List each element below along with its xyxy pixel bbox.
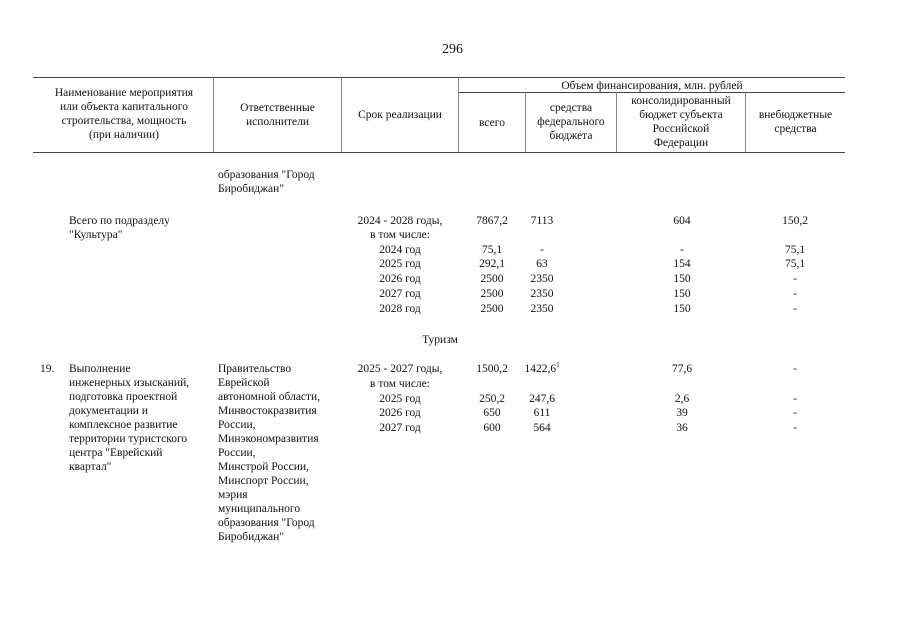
year-regional: 150	[673, 273, 691, 285]
year-label: 2025 год	[379, 258, 421, 270]
culture-total-period: 2024 - 2028 годы,	[357, 215, 443, 227]
year-regional: 154	[673, 258, 691, 270]
year-offbudget: -	[793, 303, 797, 315]
year-label: 2025 год	[379, 393, 421, 405]
culture-total-sum: 7867,2	[476, 215, 508, 227]
year-offbudget: -	[793, 393, 797, 405]
year-label: 2028 год	[379, 303, 421, 315]
year-total: 292,1	[479, 258, 505, 270]
culture-total-regional: 604	[673, 215, 691, 227]
year-total: 600	[483, 422, 501, 434]
year-total: 250,2	[479, 393, 505, 405]
header-offbudget: внебюджетные средства	[758, 109, 833, 135]
year-federal: 564	[533, 422, 551, 434]
header-event-name: Наименование мероприятия или объекта капитального строительства, мощность (при наличии)	[54, 87, 194, 141]
year-regional: 2,6	[674, 393, 690, 405]
year-total: 75,1	[481, 244, 503, 256]
year-offbudget: -	[793, 422, 797, 434]
item-period-sub: в том числе:	[370, 378, 430, 390]
item-period: 2025 - 2027 годы,	[357, 363, 443, 375]
year-federal: 2350	[530, 288, 554, 300]
item-name: Выполнение инженерных изысканий, подготовка проектной документации и комплексное развитие территории туристского центра "Еврейский квартал"	[69, 363, 190, 473]
year-regional: 150	[673, 303, 691, 315]
year-offbudget: -	[793, 288, 797, 300]
section-tourism-heading: Туризм	[422, 334, 458, 346]
year-federal: 63	[536, 258, 548, 270]
year-federal: 2350	[530, 273, 554, 285]
year-total: 2500	[480, 288, 504, 300]
header-period: Срок реализации	[358, 109, 442, 121]
year-federal: -	[540, 244, 544, 256]
year-regional: 39	[676, 407, 688, 419]
header-financing-group: Объем финансирования, млн. рублей	[561, 80, 743, 92]
continuation-responsible: образования "Город Биробиджан"	[218, 169, 315, 195]
culture-total-federal: 7113	[530, 215, 554, 227]
year-total: 2500	[480, 273, 504, 285]
culture-total-period-sub: в том числе:	[370, 229, 430, 241]
header-regional: консолидированный бюджет субъекта Российской Федерации	[631, 95, 731, 149]
year-federal: 247,6	[529, 393, 555, 405]
item-regional: 77,6	[671, 363, 693, 375]
year-offbudget: -	[793, 407, 797, 419]
item-federal-value: 1422,6	[524, 363, 557, 375]
year-offbudget: 75,1	[784, 258, 806, 270]
year-label: 2027 год	[379, 422, 421, 434]
year-total: 2500	[480, 303, 504, 315]
header-responsible: Ответственные исполнители	[240, 102, 315, 128]
table-top-border	[33, 77, 845, 78]
culture-total-offbudget: 150,2	[782, 215, 808, 227]
year-label: 2026 год	[379, 273, 421, 285]
item-federal	[492, 362, 592, 376]
year-offbudget: 75,1	[784, 244, 806, 256]
table-header-bottom-border	[33, 152, 845, 153]
culture-total-name: Всего по подразделу "Культура"	[69, 215, 170, 241]
year-regional: 150	[673, 288, 691, 300]
year-total: 650	[483, 407, 501, 419]
year-offbudget: -	[793, 273, 797, 285]
item-offbudget: -	[793, 363, 797, 375]
item-number: 19.	[40, 363, 55, 375]
year-regional: -	[680, 244, 684, 256]
year-label: 2024 год	[379, 244, 421, 256]
item-responsible: Правительство Еврейской автономной области, Минвостокразвития России, Минэкономразвития России, Минстрой России, Минспорт России, мэрия муниципального образования "Город Биробиджан"	[218, 363, 321, 543]
footnote-mark: 1	[556, 361, 560, 370]
item-total: 1500,2	[476, 363, 508, 375]
year-federal: 2350	[530, 303, 554, 315]
year-label: 2026 год	[379, 407, 421, 419]
year-regional: 36	[676, 422, 688, 434]
year-label: 2027 год	[379, 288, 421, 300]
year-federal: 611	[533, 407, 551, 419]
header-federal: средства федерального бюджета	[537, 102, 605, 142]
page-number: 296	[442, 42, 463, 57]
header-total: всего	[479, 117, 505, 129]
